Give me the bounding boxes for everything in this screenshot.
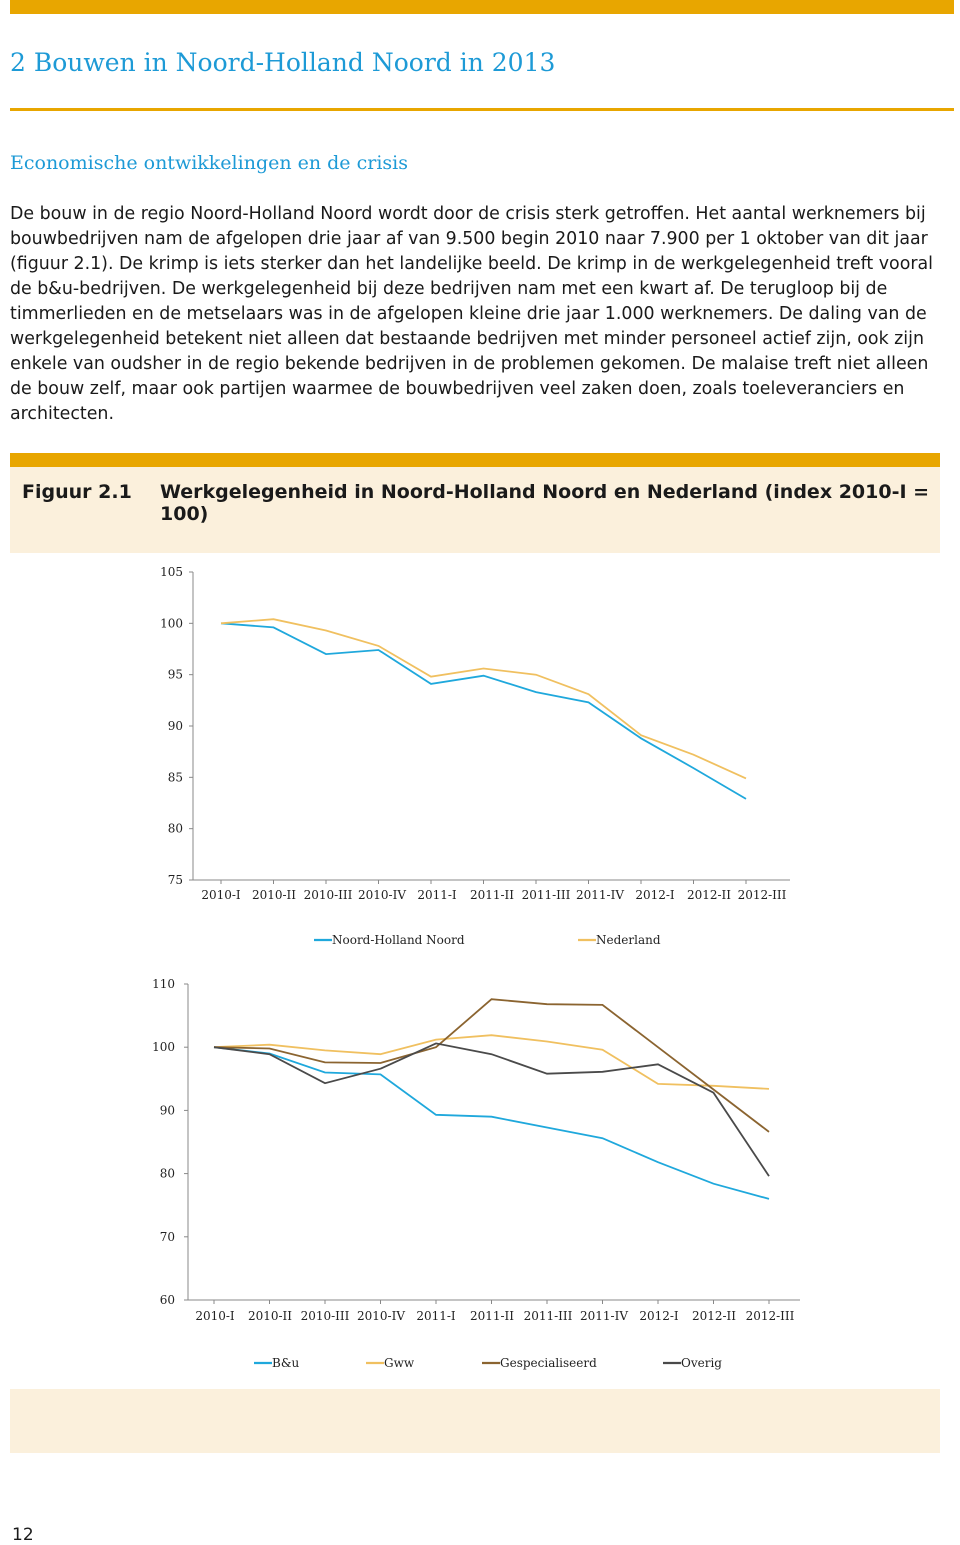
x-tick-label: 2011-III bbox=[521, 888, 571, 902]
x-tick-label: 2012-II bbox=[686, 888, 732, 902]
x-tick-label: 2010-II bbox=[247, 1309, 293, 1323]
y-tick-label: 90 bbox=[159, 1103, 175, 1118]
legend-label: Overig bbox=[681, 1356, 722, 1370]
body-paragraph: De bouw in de regio Noord-Holland Noord wordt door de crisis sterk getroffen. Het aantal werknemers bij bouwbedrijven nam de afgelopen drie jaar af van 9.500 begin 2010 naar 7.900 per 1 oktober van dit jaar (figuur 2.1). De krimp is iets sterker dan het landelijke beeld. De krimp in de werkgelegenheid treft vooral de b&u-bedrijven. De werkgelegenheid bij deze bedrijven nam met een kwart af. De terugloop bij de timmerlieden en de metselaars was in de afgelopen kleine drie jaar 1.000 werknemers. De daling van de werkgelegenheid betekent niet alleen dat bestaande bedrijven met minder personeel actief zijn, ook zijn enkele van oudsher in de regio bekende bedrijven in de problemen gekomen. De malaise treft niet alleen de bouw zelf, maar ook partijen waarmee de bouwbedrijven veel zaken doen, zoals toeleveranciers en architecten. bbox=[10, 204, 933, 424]
x-tick-label: 2011-IV bbox=[576, 888, 624, 902]
x-tick-label: 2011-I bbox=[416, 1309, 456, 1323]
y-tick-label: 80 bbox=[167, 821, 183, 836]
x-tick-label: 2010-III bbox=[300, 1309, 350, 1323]
figure-footer-box bbox=[10, 1389, 940, 1453]
y-tick-label: 60 bbox=[159, 1293, 175, 1307]
y-tick-label: 70 bbox=[159, 1229, 175, 1244]
x-tick-label: 2011-I bbox=[417, 888, 457, 902]
x-tick-label: 2010-III bbox=[303, 888, 353, 902]
x-tick-label: 2012-II bbox=[691, 1309, 737, 1323]
y-tick-label: 95 bbox=[167, 667, 183, 682]
legend-label: B&u bbox=[272, 1356, 300, 1370]
figure-title: Werkgelegenheid in Noord-Holland Noord en Nederland (index 2010-I = 100) bbox=[160, 481, 930, 525]
y-tick-label: 90 bbox=[167, 719, 183, 733]
y-tick-label: 75 bbox=[167, 873, 183, 887]
y-tick-label: 85 bbox=[167, 770, 183, 785]
x-tick-label: 2010-IV bbox=[357, 1309, 405, 1323]
x-tick-label: 2012-I bbox=[639, 1309, 679, 1323]
x-tick-label: 2011-II bbox=[469, 1309, 515, 1323]
x-tick-label: 2011-II bbox=[469, 888, 515, 902]
legend-label: Noord-Holland Noord bbox=[332, 933, 465, 947]
x-tick-label: 2011-IV bbox=[580, 1309, 628, 1323]
x-tick-label: 2010-II bbox=[251, 888, 297, 902]
legend-label: Gespecialiseerd bbox=[500, 1356, 597, 1370]
legend-label: Gww bbox=[384, 1356, 415, 1370]
y-tick-label: 80 bbox=[159, 1166, 175, 1181]
series-line-2 bbox=[214, 999, 769, 1132]
section-heading: Economische ontwikkelingen en de crisis bbox=[10, 152, 408, 174]
y-tick-label: 110 bbox=[152, 977, 175, 991]
x-tick-label: 2010-I bbox=[201, 888, 241, 902]
chapter-title: 2 Bouwen in Noord-Holland Noord in 2013 bbox=[10, 48, 556, 77]
x-tick-label: 2010-I bbox=[195, 1309, 235, 1323]
x-tick-label: 2012-III bbox=[745, 1309, 795, 1323]
y-tick-label: 105 bbox=[160, 565, 183, 579]
series-line-0 bbox=[214, 1047, 769, 1199]
legend-label: Nederland bbox=[596, 933, 661, 947]
y-tick-label: 100 bbox=[160, 616, 183, 631]
figure-number: Figuur 2.1 bbox=[22, 481, 132, 503]
x-tick-label: 2011-III bbox=[523, 1309, 573, 1323]
y-tick-label: 100 bbox=[152, 1040, 175, 1055]
x-tick-label: 2010-IV bbox=[358, 888, 406, 902]
page-number: 12 bbox=[12, 1525, 34, 1545]
x-tick-label: 2012-III bbox=[737, 888, 787, 902]
x-tick-label: 2012-I bbox=[635, 888, 675, 902]
